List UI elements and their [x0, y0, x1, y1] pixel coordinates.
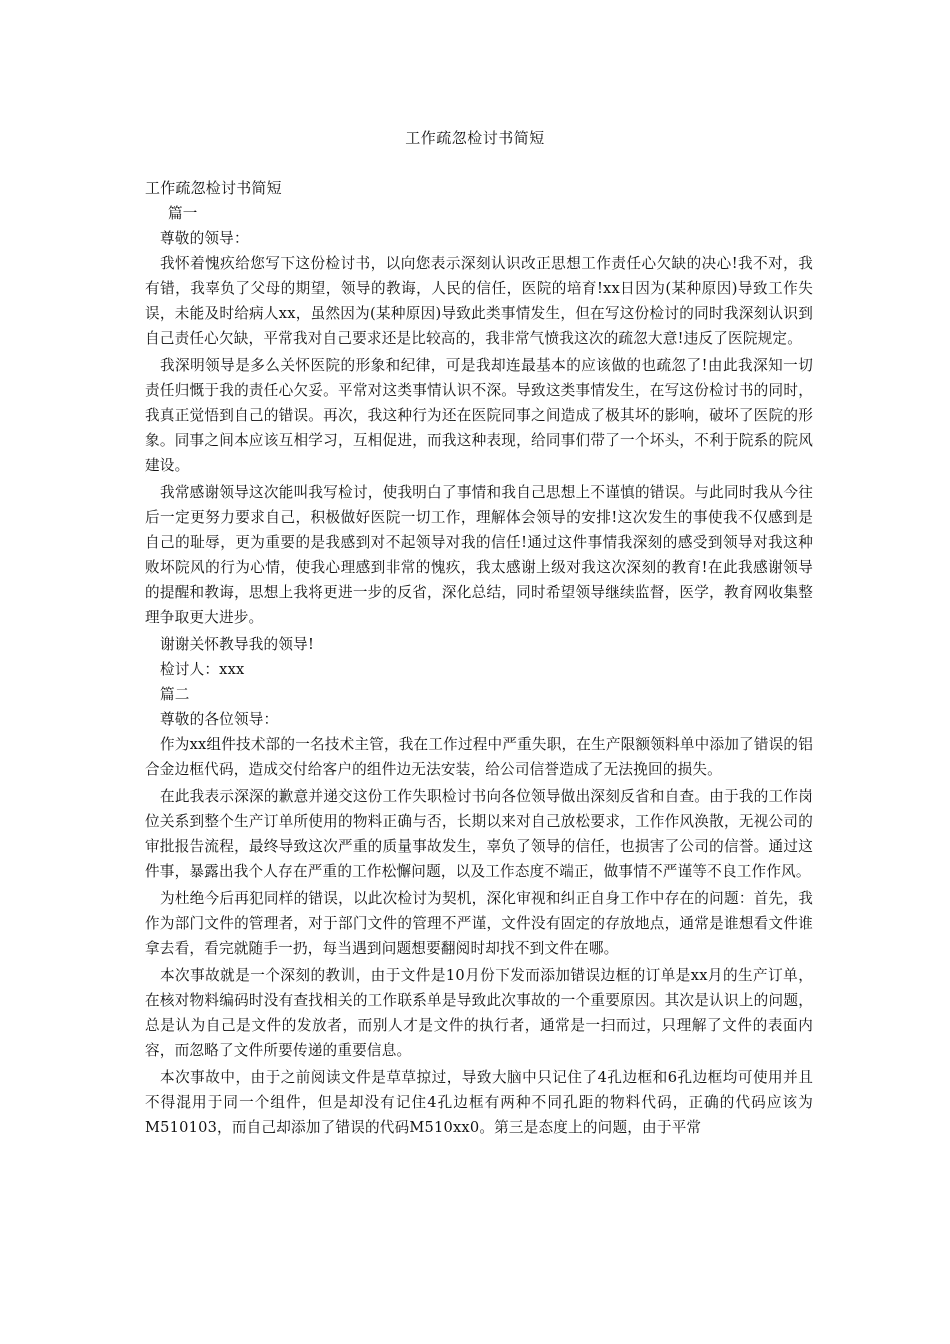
section1-paragraph-2: 我深明领导是多么关怀医院的形象和纪律，可是我却连最基本的应该做的也疏忽了!由此我深知一切责任归慨于我的责任心欠妥。平常对这类事情认识不深。导致这类事情发生，在写这份检讨书的同时，我真正觉悟到自己的错误。再次，我这种行为还在医院同事之间造成了极其坏的影响，破坏了医院的形象。同事之间本应该互相学习，互相促进，而我这种表现，给同事们带了一个坏头，不利于院系的院风建设。 — [145, 357, 813, 474]
section1-heading: 篇一 — [168, 205, 198, 222]
section2-paragraph-5: 本次事故中，由于之前阅读文件是草草掠过，导致大脑中只记住了4孔边框和6孔边框均可使用并且不得混用于同一个组件，但是却没有记住4孔边框有两种不同孔距的物料代码，正确的代码应该为M510103，而自己却添加了错误的代码M510xx0。第三是态度上的问题，由于平常 — [145, 1069, 813, 1136]
document-subtitle: 工作疏忽检讨书简短 — [145, 179, 282, 197]
section1-paragraph-1: 我怀着愧疚给您写下这份检讨书，以向您表示深刻认识改正思想工作责任心欠缺的决心!我不对，我有错，我辜负了父母的期望，领导的教诲，人民的信任，医院的培育!xx日因为(某种原因)导致工作失误，未能及时给病人xx，虽然因为(某种原因)导致此类事情发生，但在写这份检讨的同时我深刻认识到自己责任心欠缺，平常我对自己要求还是比较高的，我非常气愤我这次的疏忽大意!违反了医院规定。 — [145, 255, 813, 347]
section1-signature: 检讨人：xxx — [160, 661, 245, 678]
section1-closing: 谢谢关怀教导我的领导! — [160, 636, 315, 653]
section2-paragraph-3: 为杜绝今后再犯同样的错误，以此次检讨为契机，深化审视和纠正自身工作中存在的问题：首先，我作为部门文件的管理者，对于部门文件的管理不严谨，文件没有固定的存放地点，通常是谁想看文件谁拿去看，看完就随手一扔，每当遇到问题想要翻阅时却找不到文件在哪。 — [145, 890, 813, 957]
section2-paragraph-1: 作为xx组件技术部的一名技术主管，我在工作过程中严重失职，在生产限额领料单中添加了错误的铝合金边框代码，造成交付给客户的组件边无法安装，给公司信誉造成了无法挽回的损失。 — [145, 736, 813, 778]
section2-salutation: 尊敬的各位领导： — [160, 711, 279, 728]
section2-heading: 篇二 — [160, 686, 190, 703]
section1-salutation: 尊敬的领导： — [160, 230, 249, 247]
section2-paragraph-2: 在此我表示深深的歉意并递交这份工作失职检讨书向各位领导做出深刻反省和自查。由于我的工作岗位关系到整个生产订单所使用的物料正确与否，长期以来对自己放松要求，工作作风涣散，无视公司的审批报告流程，最终导致这次严重的质量事故发生，辜负了领导的信任，也损害了公司的信誉。通过这件事，暴露出我个人存在严重的工作松懈问题，以及工作态度不端正，做事情不严谨等不良工作作风。 — [145, 788, 813, 880]
section2-paragraph-4: 本次事故就是一个深刻的教训，由于文件是10月份下发而添加错误边框的订单是xx月的生产订单，在核对物料编码时没有查找相关的工作联系单是导致此次事故的一个重要原因。其次是认识上的问题，总是认为自己是文件的发放者，而别人才是文件的执行者，通常是一扫而过，只理解了文件的表面内容，而忽略了文件所要传递的重要信息。 — [145, 967, 813, 1059]
document-title: 工作疏忽检讨书简短 — [405, 129, 545, 147]
document-body — [145, 176, 813, 1142]
section1-paragraph-3: 我常感谢领导这次能叫我写检讨，使我明白了事情和我自己思想上不谨慎的错误。与此同时我从今往后一定更努力要求自己，积极做好医院一切工作，理解体会领导的安排!这次发生的事使我不仅感到是自己的耻辱，更为重要的是我感到对不起领导对我的信任!通过这件事情我深刻的感受到领导对我这种败坏院风的行为心情，使我心理感到非常的愧疚，我太感谢上级对我这次深刻的教育!在此我感谢领导的提醒和教诲，思想上我将更进一步的反省，深化总结，同时希望领导继续监督，医学，教育网收集整理争取更大进步。 — [145, 484, 813, 626]
